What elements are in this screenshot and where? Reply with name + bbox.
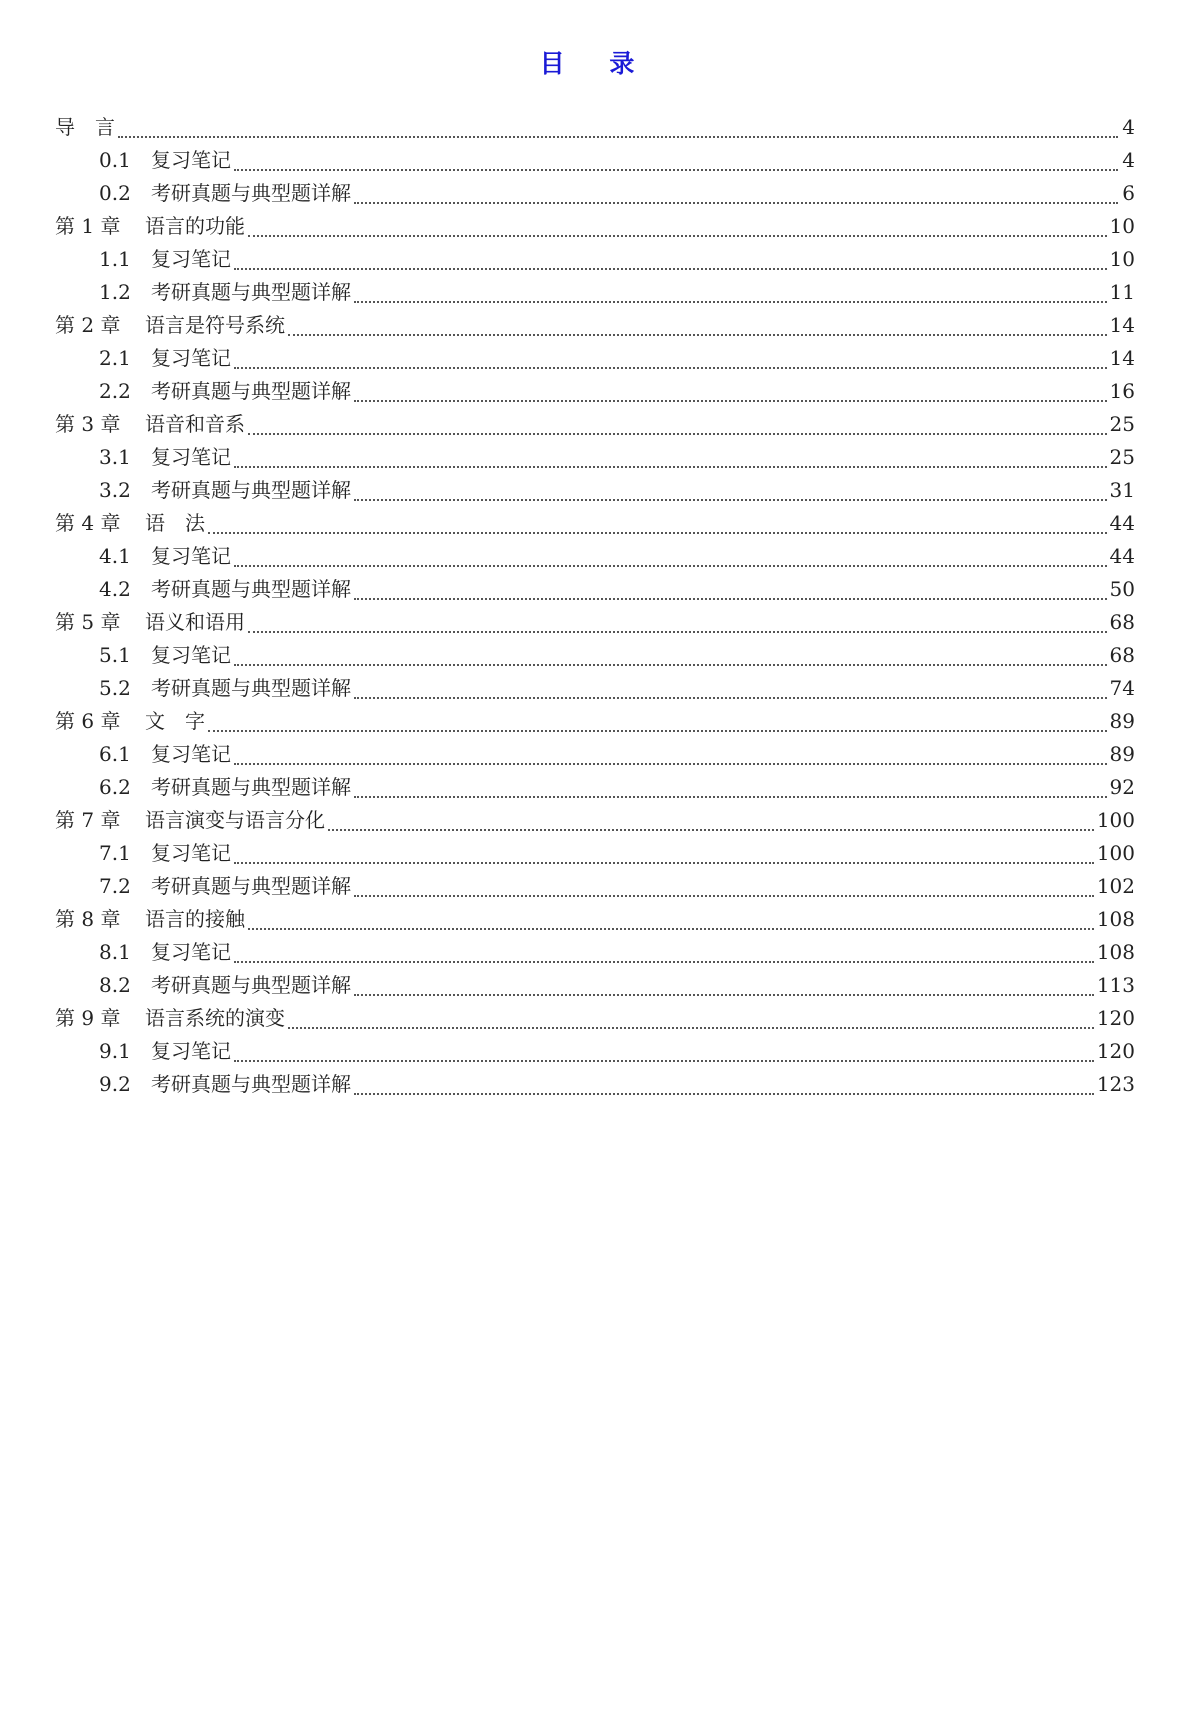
toc-entry-number: 3.2 <box>99 478 131 502</box>
toc-entry-number: 第 4 章 <box>55 511 121 535</box>
toc-entry-chapter[interactable] <box>55 309 1135 342</box>
toc-entry-number: 第 1 章 <box>55 214 121 238</box>
toc-entry-number: 8.2 <box>99 973 131 997</box>
toc-entry-number: 4.1 <box>99 544 131 568</box>
toc-entry-number: 2.1 <box>99 346 131 370</box>
toc-entry-number: 3.1 <box>99 445 131 469</box>
dot-leader <box>208 531 1107 534</box>
toc-entry-number: 7.2 <box>99 874 131 898</box>
toc-entry-page-number: 4 <box>1122 148 1135 172</box>
toc-entry-section[interactable] <box>55 144 1135 177</box>
toc-entry-number: 0.2 <box>99 181 131 205</box>
toc-entry-page-number: 113 <box>1096 973 1135 997</box>
dot-leader <box>234 366 1107 369</box>
dot-leader <box>234 267 1107 270</box>
dot-leader <box>248 234 1107 237</box>
toc-entry-label: 语音和音系 <box>145 412 245 436</box>
dot-leader <box>248 927 1094 930</box>
toc-entry-section[interactable] <box>55 639 1135 672</box>
dot-leader <box>354 696 1107 699</box>
toc-entry-page-number: 100 <box>1096 808 1135 832</box>
dot-leader <box>248 630 1107 633</box>
toc-entry-label: 考研真题与典型题详解 <box>151 478 351 502</box>
toc-entry-section[interactable] <box>55 342 1135 375</box>
dot-leader <box>234 861 1094 864</box>
toc-entry-number: 4.2 <box>99 577 131 601</box>
toc-entry-page-number: 120 <box>1096 1006 1135 1030</box>
toc-entry-page-number: 10 <box>1109 247 1135 271</box>
toc-entry-page-number: 89 <box>1109 709 1135 733</box>
toc-entry-page-number: 25 <box>1109 445 1135 469</box>
dot-leader <box>288 1026 1094 1029</box>
toc-entry-number: 第 2 章 <box>55 313 121 337</box>
dot-leader <box>354 201 1118 204</box>
toc-entry-section[interactable] <box>55 276 1135 309</box>
toc-entry-section[interactable] <box>55 837 1135 870</box>
toc-entry-number: 9.1 <box>99 1039 131 1063</box>
toc-entry-label: 考研真题与典型题详解 <box>151 775 351 799</box>
toc-entry-label: 复习笔记 <box>151 346 231 370</box>
toc-entry-page-number: 10 <box>1109 214 1135 238</box>
toc-entry-section[interactable] <box>55 672 1135 705</box>
toc-entry-label: 复习笔记 <box>151 445 231 469</box>
toc-entry-page-number: 6 <box>1122 181 1135 205</box>
toc-entry-label: 考研真题与典型题详解 <box>151 973 351 997</box>
toc-entry-section[interactable] <box>55 573 1135 606</box>
toc-entry-chapter[interactable] <box>55 1002 1135 1035</box>
dot-leader <box>234 663 1107 666</box>
toc-entry-number: 1.1 <box>99 247 131 271</box>
toc-entry-label: 考研真题与典型题详解 <box>151 1072 351 1096</box>
toc-entry-number: 8.1 <box>99 940 131 964</box>
toc-entry-page-number: 14 <box>1109 313 1135 337</box>
toc-entry-label: 考研真题与典型题详解 <box>151 577 351 601</box>
toc-entry-label: 考研真题与典型题详解 <box>151 280 351 304</box>
dot-leader <box>354 795 1107 798</box>
dot-leader <box>288 333 1107 336</box>
toc-entry-chapter[interactable] <box>55 210 1135 243</box>
dot-leader <box>234 564 1107 567</box>
toc-entry-section[interactable] <box>55 969 1135 1002</box>
toc-entry-page-number: 11 <box>1109 280 1135 304</box>
toc-entry-page-number: 89 <box>1109 742 1135 766</box>
dot-leader <box>354 993 1094 996</box>
toc-entry-chapter[interactable] <box>55 507 1135 540</box>
toc-entry-number: 第 5 章 <box>55 610 121 634</box>
toc-entry-page-number: 68 <box>1109 610 1135 634</box>
toc-entry-section[interactable] <box>55 1068 1135 1101</box>
toc-entry-label: 复习笔记 <box>151 1039 231 1063</box>
toc-entry-page-number: 102 <box>1096 874 1135 898</box>
toc-entry-page-number: 4 <box>1122 115 1135 139</box>
toc-entry-label: 语言的接触 <box>145 907 245 931</box>
toc-entry-label: 导 言 <box>55 115 115 139</box>
toc-entry-label: 考研真题与典型题详解 <box>151 379 351 403</box>
dot-leader <box>234 960 1094 963</box>
toc-entry-number: 第 9 章 <box>55 1006 121 1030</box>
toc-entry-section[interactable] <box>55 243 1135 276</box>
toc-entry-page-number: 108 <box>1096 940 1135 964</box>
toc-entry-chapter[interactable] <box>55 705 1135 738</box>
toc-entry-number: 0.1 <box>99 148 131 172</box>
toc-entry-page-number: 120 <box>1096 1039 1135 1063</box>
toc-entry-label: 复习笔记 <box>151 544 231 568</box>
toc-entry-number: 6.1 <box>99 742 131 766</box>
toc-entry-number: 第 8 章 <box>55 907 121 931</box>
toc-entry-page-number: 123 <box>1096 1072 1135 1096</box>
dot-leader <box>118 135 1118 138</box>
toc-entry-label: 复习笔记 <box>151 643 231 667</box>
toc-entry-label: 语言演变与语言分化 <box>145 808 325 832</box>
toc-entry-label: 考研真题与典型题详解 <box>151 676 351 700</box>
toc-entry-label: 复习笔记 <box>151 247 231 271</box>
toc-entry-page-number: 16 <box>1109 379 1135 403</box>
toc-entry-page-number: 68 <box>1109 643 1135 667</box>
dot-leader <box>248 432 1107 435</box>
toc-entry-number: 5.1 <box>99 643 131 667</box>
dot-leader <box>328 828 1094 831</box>
dot-leader <box>354 597 1107 600</box>
toc-entry-chapter[interactable] <box>55 408 1135 441</box>
toc-entry-page-number: 25 <box>1109 412 1135 436</box>
toc-entry-section[interactable] <box>55 771 1135 804</box>
dot-leader <box>234 168 1118 171</box>
dot-leader <box>234 762 1107 765</box>
toc-entry-label: 文 字 <box>145 709 205 733</box>
toc-entry-label: 语义和语用 <box>145 610 245 634</box>
toc-entry-label: 语言是符号系统 <box>145 313 285 337</box>
toc-entry-label: 复习笔记 <box>151 940 231 964</box>
page-title: 目 录 <box>539 49 653 78</box>
toc-entry-page-number: 92 <box>1109 775 1135 799</box>
toc-entry-label: 复习笔记 <box>151 841 231 865</box>
toc-entry-number: 9.2 <box>99 1072 131 1096</box>
toc-entry-intro[interactable] <box>55 111 1135 144</box>
toc-entry-page-number: 31 <box>1109 478 1135 502</box>
toc-entry-page-number: 44 <box>1109 544 1135 568</box>
toc-entry-label: 复习笔记 <box>151 742 231 766</box>
toc-entry-number: 第 3 章 <box>55 412 121 436</box>
toc-entry-section[interactable] <box>55 936 1135 969</box>
toc-entry-page-number: 14 <box>1109 346 1135 370</box>
toc-entry-page-number: 44 <box>1109 511 1135 535</box>
toc-entry-label: 考研真题与典型题详解 <box>151 181 351 205</box>
dot-leader <box>234 465 1107 468</box>
toc-entry-page-number: 100 <box>1096 841 1135 865</box>
toc-entry-section[interactable] <box>55 540 1135 573</box>
toc-entry-page-number: 108 <box>1096 907 1135 931</box>
toc-entry-number: 5.2 <box>99 676 131 700</box>
toc-entry-chapter[interactable] <box>55 606 1135 639</box>
toc-entry-section[interactable] <box>55 870 1135 903</box>
toc-entry-section[interactable] <box>55 441 1135 474</box>
dot-leader <box>354 1092 1094 1095</box>
toc-entry-number: 6.2 <box>99 775 131 799</box>
toc-entry-section[interactable] <box>55 177 1135 210</box>
toc-entry-number: 1.2 <box>99 280 131 304</box>
toc-entry-chapter[interactable] <box>55 903 1135 936</box>
toc-entry-chapter[interactable] <box>55 804 1135 837</box>
toc-entry-label: 语 法 <box>145 511 205 535</box>
toc-entry-label: 语言系统的演变 <box>145 1006 285 1030</box>
table-of-contents <box>55 111 1135 1101</box>
toc-entry-page-number: 74 <box>1109 676 1135 700</box>
dot-leader <box>354 300 1107 303</box>
dot-leader <box>208 729 1107 732</box>
toc-entry-section[interactable] <box>55 738 1135 771</box>
dot-leader <box>354 399 1107 402</box>
toc-entry-label: 复习笔记 <box>151 148 231 172</box>
toc-entry-page-number: 50 <box>1109 577 1135 601</box>
dot-leader <box>354 498 1107 501</box>
toc-entry-section[interactable] <box>55 375 1135 408</box>
toc-entry-number: 2.2 <box>99 379 131 403</box>
toc-entry-section[interactable] <box>55 1035 1135 1068</box>
toc-entry-section[interactable] <box>55 474 1135 507</box>
toc-entry-label: 考研真题与典型题详解 <box>151 874 351 898</box>
dot-leader <box>234 1059 1094 1062</box>
dot-leader <box>354 894 1094 897</box>
toc-entry-number: 7.1 <box>99 841 131 865</box>
toc-entry-number: 第 6 章 <box>55 709 121 733</box>
toc-entry-label: 语言的功能 <box>145 214 245 238</box>
toc-entry-number: 第 7 章 <box>55 808 121 832</box>
